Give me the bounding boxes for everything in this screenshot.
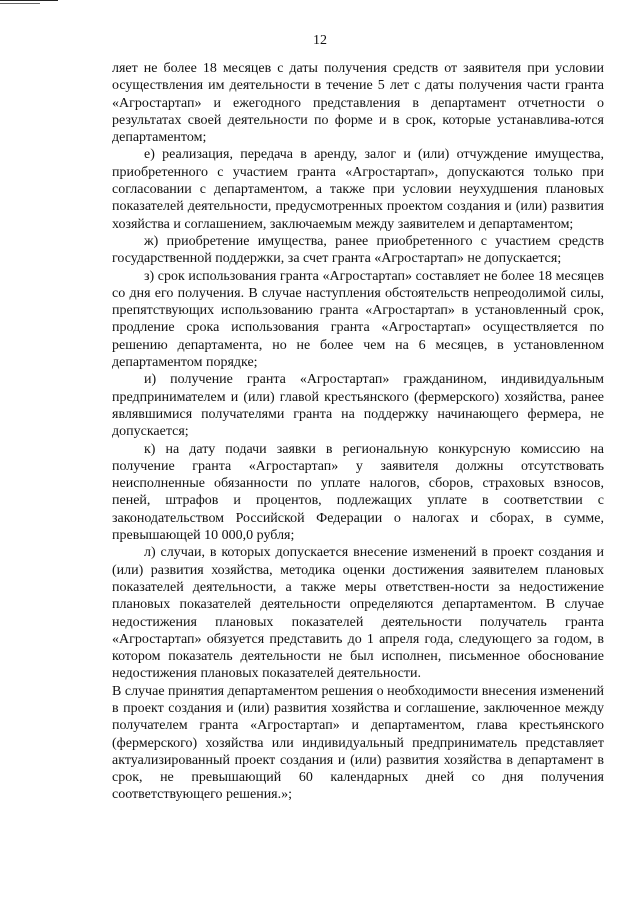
paragraph-item-i: и) получение гранта «Агростартап» гражданином, индивидуальным предпринимателем и (или) главой крестьянского (фермерского) хозяйства, ранее являвшимися получателями гранта на поддержку начинающего фермера, не допускается; xyxy=(112,372,604,440)
corner-rule xyxy=(0,0,58,1)
paragraph-item-zh: ж) приобретение имущества, ранее приобретенного с участием средств государственной поддержки, за счет гранта «Агростартап» не допускается; xyxy=(112,233,604,267)
paragraph-item-l: л) случаи, в которых допускается внесение изменений в проект создания и (или) развития хозяйства, методика оценки достижения заявителем плановых показателей деятельности, а также меры ответствен-ности за недостижение плановых показателей деятельности определяются департаментом. В случае недостижения плановых показателей деятельности получатель гранта «Агростартап» обязуется представить до 1 апреля года, следующего за годом, в котором показатель деятельности не был исполнен, письменное обоснование недостижения плановых показателей деятельности. xyxy=(112,545,604,682)
paragraph-item-k: к) на дату подачи заявки в региональную конкурсную комиссию на получение гранта «Агростартап» у заявителя должны отсутствовать неисполненные обязанности по уплате налогов, сборов, страховых взносов, пеней, штрафов и процентов, подлежащих уплате в соответствии с законодательством Российской Федерации о налогах и сборах, в сумме, превышающей 10 000,0 рубля; xyxy=(112,441,604,544)
page-number: 12 xyxy=(313,33,327,48)
corner-rule-secondary xyxy=(0,3,40,4)
paragraph-continuation: ляет не более 18 месяцев с даты получения средств от заявителя при условии осуществления им деятельности в течение 5 лет с даты получения части гранта «Агростартап» и ежегодного представления в департамент отчетности о результатах своей деятельности по форме и в срок, которые устанавлива-ются департаментом; xyxy=(112,61,604,146)
paragraph-item-l-continued: В случае принятия департаментом решения о необходимости внесения изменений в проект создания и (или) развития хозяйства и соглашение, заключенное между получателем гранта «Агростартап» и департаментом, глава крестьянского (фермерского) хозяйства или индивидуальный предприниматель представляет актуализированный проект создания и (или) развития хозяйства в департамент в срок, не превышающий 60 календарных дней со дня получения соответствующего решения.»; xyxy=(112,683,604,803)
paragraph-item-z: з) срок использования гранта «Агростартап» составляет не более 18 месяцев со дня его получения. В случае наступления обстоятельств непреодолимой силы, препятствующих использованию гранта «Агростартап» в установленный срок, продление срока использования гранта «Агростартап» осуществляется по решению департамента, но не более чем на 6 месяцев, в установленном департаментом порядке; xyxy=(112,268,604,371)
paragraph-item-e: е) реализация, передача в аренду, залог и (или) отчуждение имущества, приобретенного с участием гранта «Агростартап», допускаются только при согласовании с департаментом, а также при условии неухудшения плановых показателей деятельности, предусмотренных проектом создания и (или) развития хозяйства и соглашением, заключаемым между заявителем и департаментом; xyxy=(112,147,604,232)
document-body xyxy=(112,60,604,804)
